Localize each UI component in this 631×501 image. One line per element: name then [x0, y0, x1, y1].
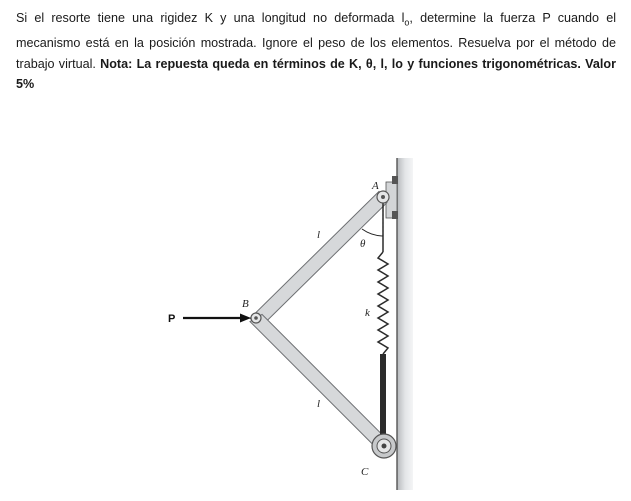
label-theta: θ [360, 238, 366, 250]
label-l-upper: l [317, 229, 321, 241]
statement-note: Nota: La repuesta queda en términos de K, θ, l, lo y funciones trigonométricas. Valor 5% [16, 56, 616, 92]
pin-a [377, 191, 389, 203]
label-c: C [361, 466, 369, 478]
roller-c [372, 434, 396, 458]
wall [397, 158, 413, 490]
force-p-arrow [183, 314, 251, 323]
label-l-lower: l [317, 398, 321, 410]
label-p: P [168, 313, 176, 325]
statement-subscript: o [404, 17, 410, 28]
statement-text-start: Si el resorte tiene una rigidez K y una longitud no deformada l [16, 11, 405, 25]
member-bc [250, 314, 390, 449]
label-a: A [372, 180, 379, 192]
member-ab [250, 191, 387, 325]
label-b: B [242, 298, 249, 310]
label-k: k [365, 307, 370, 319]
pin-b [251, 313, 261, 323]
statement-text-middle: , determine la fuerza P cuando el mecanismo está en la posición mostrada. Ignore el peso de los elementos. Resuelva por el método de trabajo virtual. [16, 11, 616, 71]
